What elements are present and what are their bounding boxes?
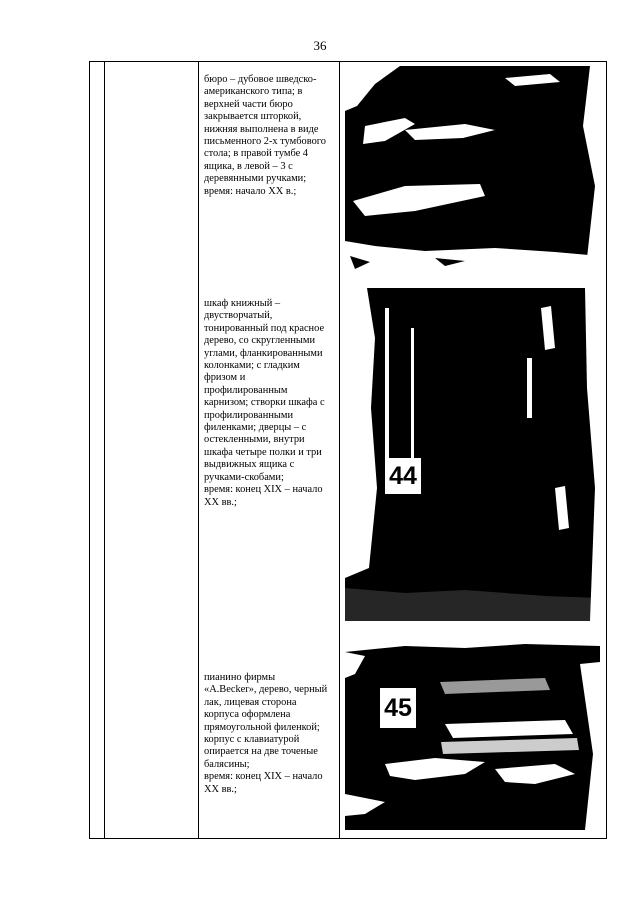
desk-photo [345,66,600,276]
description-line: выдвижных ящика с [204,459,295,471]
description-line: шкафа четыре полки и три [204,446,322,458]
description-line: время: начало XX в.; [204,185,297,197]
description-line: нижняя выполнена в виде [204,123,319,135]
inventory-tag-44: 44 [385,458,421,494]
table-column-border [339,61,340,839]
description-line: карнизом; створки шкафа с [204,397,325,409]
table-column-border [104,61,105,839]
description-line: корпуса оформлена [204,709,291,721]
description-line: шкаф книжный – [204,298,281,309]
description-line: опирается на две точеные [204,746,318,758]
bookcase-description [204,298,334,509]
description-line: колонками; с гладким [204,360,300,372]
description-line: «A.Becker», дерево, черный [204,684,328,696]
description-line: филенками; дверцы – с [204,422,307,434]
description-line: корпус с клавиатурой [204,734,300,746]
description-line: балясины; [204,758,250,770]
description-line: время: конец XIX – начало [204,484,323,496]
page-number: 36 [313,38,327,53]
description-line: двустворчатый, [204,310,273,322]
description-line: время: конец XIX – начало [204,771,323,783]
description-line: профилированными [204,409,294,421]
piano-description [204,672,334,796]
description-line: профилированным [204,384,288,396]
description-line: прямоугольной филенкой; [204,721,320,733]
inventory-tag-45: 45 [380,688,416,728]
description-line: XX вв.; [204,783,237,795]
description-line: письменного 2-х тумбового [204,136,326,148]
description-line: дерево, со скругленными [204,335,316,347]
description-line: лак, лицевая сторона [204,696,297,708]
description-line: верхней части бюро [204,98,293,110]
description-line: стола; в правой тумбе 4 [204,148,309,160]
description-line: американского типа; в [204,86,303,98]
description-line: ящика, в левой – 3 с [204,160,293,172]
table-bottom-border [89,838,607,839]
description-line: деревянными ручками; [204,173,307,185]
description-line: тонированный под красное [204,322,325,334]
description-line: пианино фирмы [204,672,276,683]
description-line: XX вв.; [204,496,237,508]
description-line: закрывается шторкой, [204,111,302,123]
table-column-border [198,61,199,839]
table-column-border [606,61,607,839]
description-line: фризом и [204,372,246,384]
bookcase-photo [345,288,600,621]
description-line: остекленными, внутри [204,434,305,446]
piano-photo [345,634,600,830]
table-column-border [89,61,90,839]
description-line: ручками-скобами; [204,471,284,483]
description-line: бюро – дубовое шведско- [204,74,317,85]
desk-description [204,74,334,198]
table-top-border [89,61,607,62]
description-line: углами, фланкированными [204,347,323,359]
